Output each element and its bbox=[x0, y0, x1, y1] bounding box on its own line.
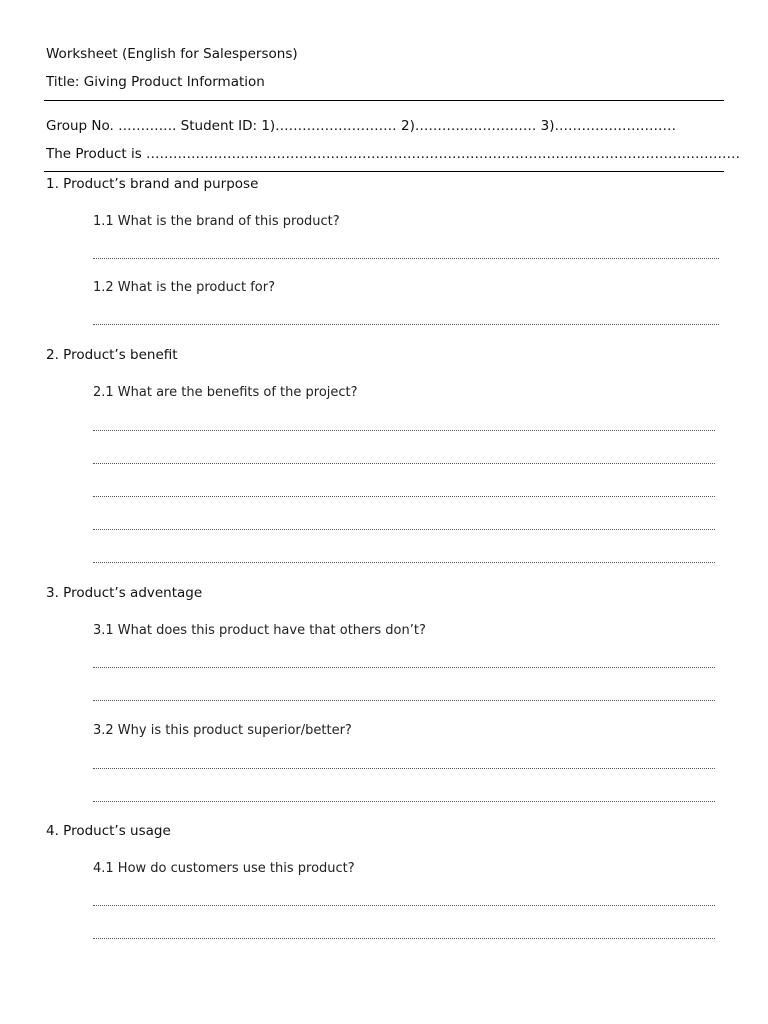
question-3-1: 3.1 What does this product have that others don’t? bbox=[93, 623, 426, 638]
section-1-title: 1. Product’s brand and purpose bbox=[46, 176, 259, 192]
answer-line[interactable] bbox=[93, 667, 715, 668]
question-3-2: 3.2 Why is this product superior/better? bbox=[93, 723, 352, 738]
answer-line[interactable] bbox=[93, 496, 715, 497]
answer-line[interactable] bbox=[93, 768, 715, 769]
worksheet-heading: Worksheet (English for Salespersons) bbox=[46, 46, 298, 62]
question-1-2: 1.2 What is the product for? bbox=[93, 280, 275, 295]
worksheet-title: Title: Giving Product Information bbox=[46, 74, 265, 90]
answer-line[interactable] bbox=[93, 430, 715, 431]
info-divider bbox=[44, 171, 724, 172]
section-3-title: 3. Product’s adventage bbox=[46, 585, 203, 601]
answer-line[interactable] bbox=[93, 700, 715, 701]
section-4-title: 4. Product’s usage bbox=[46, 823, 171, 839]
product-name-field[interactable]: The Product is …………………………………………………………………………………………………………………… bbox=[46, 146, 741, 162]
answer-line[interactable] bbox=[93, 529, 715, 530]
answer-line[interactable] bbox=[93, 905, 715, 906]
answer-line[interactable] bbox=[93, 562, 715, 563]
answer-line[interactable] bbox=[93, 463, 715, 464]
question-1-1: 1.1 What is the brand of this product? bbox=[93, 214, 340, 229]
answer-line[interactable] bbox=[93, 324, 719, 325]
answer-line[interactable] bbox=[93, 801, 715, 802]
question-2-1: 2.1 What are the benefits of the project? bbox=[93, 385, 358, 400]
header-divider bbox=[44, 100, 724, 101]
answer-line[interactable] bbox=[93, 258, 719, 259]
answer-line[interactable] bbox=[93, 938, 715, 939]
question-4-1: 4.1 How do customers use this product? bbox=[93, 861, 355, 876]
group-student-id-field[interactable]: Group No. …………. Student ID: 1)……………………… 2)……………………… 3)……………………… bbox=[46, 118, 676, 134]
section-2-title: 2. Product’s benefit bbox=[46, 347, 178, 363]
